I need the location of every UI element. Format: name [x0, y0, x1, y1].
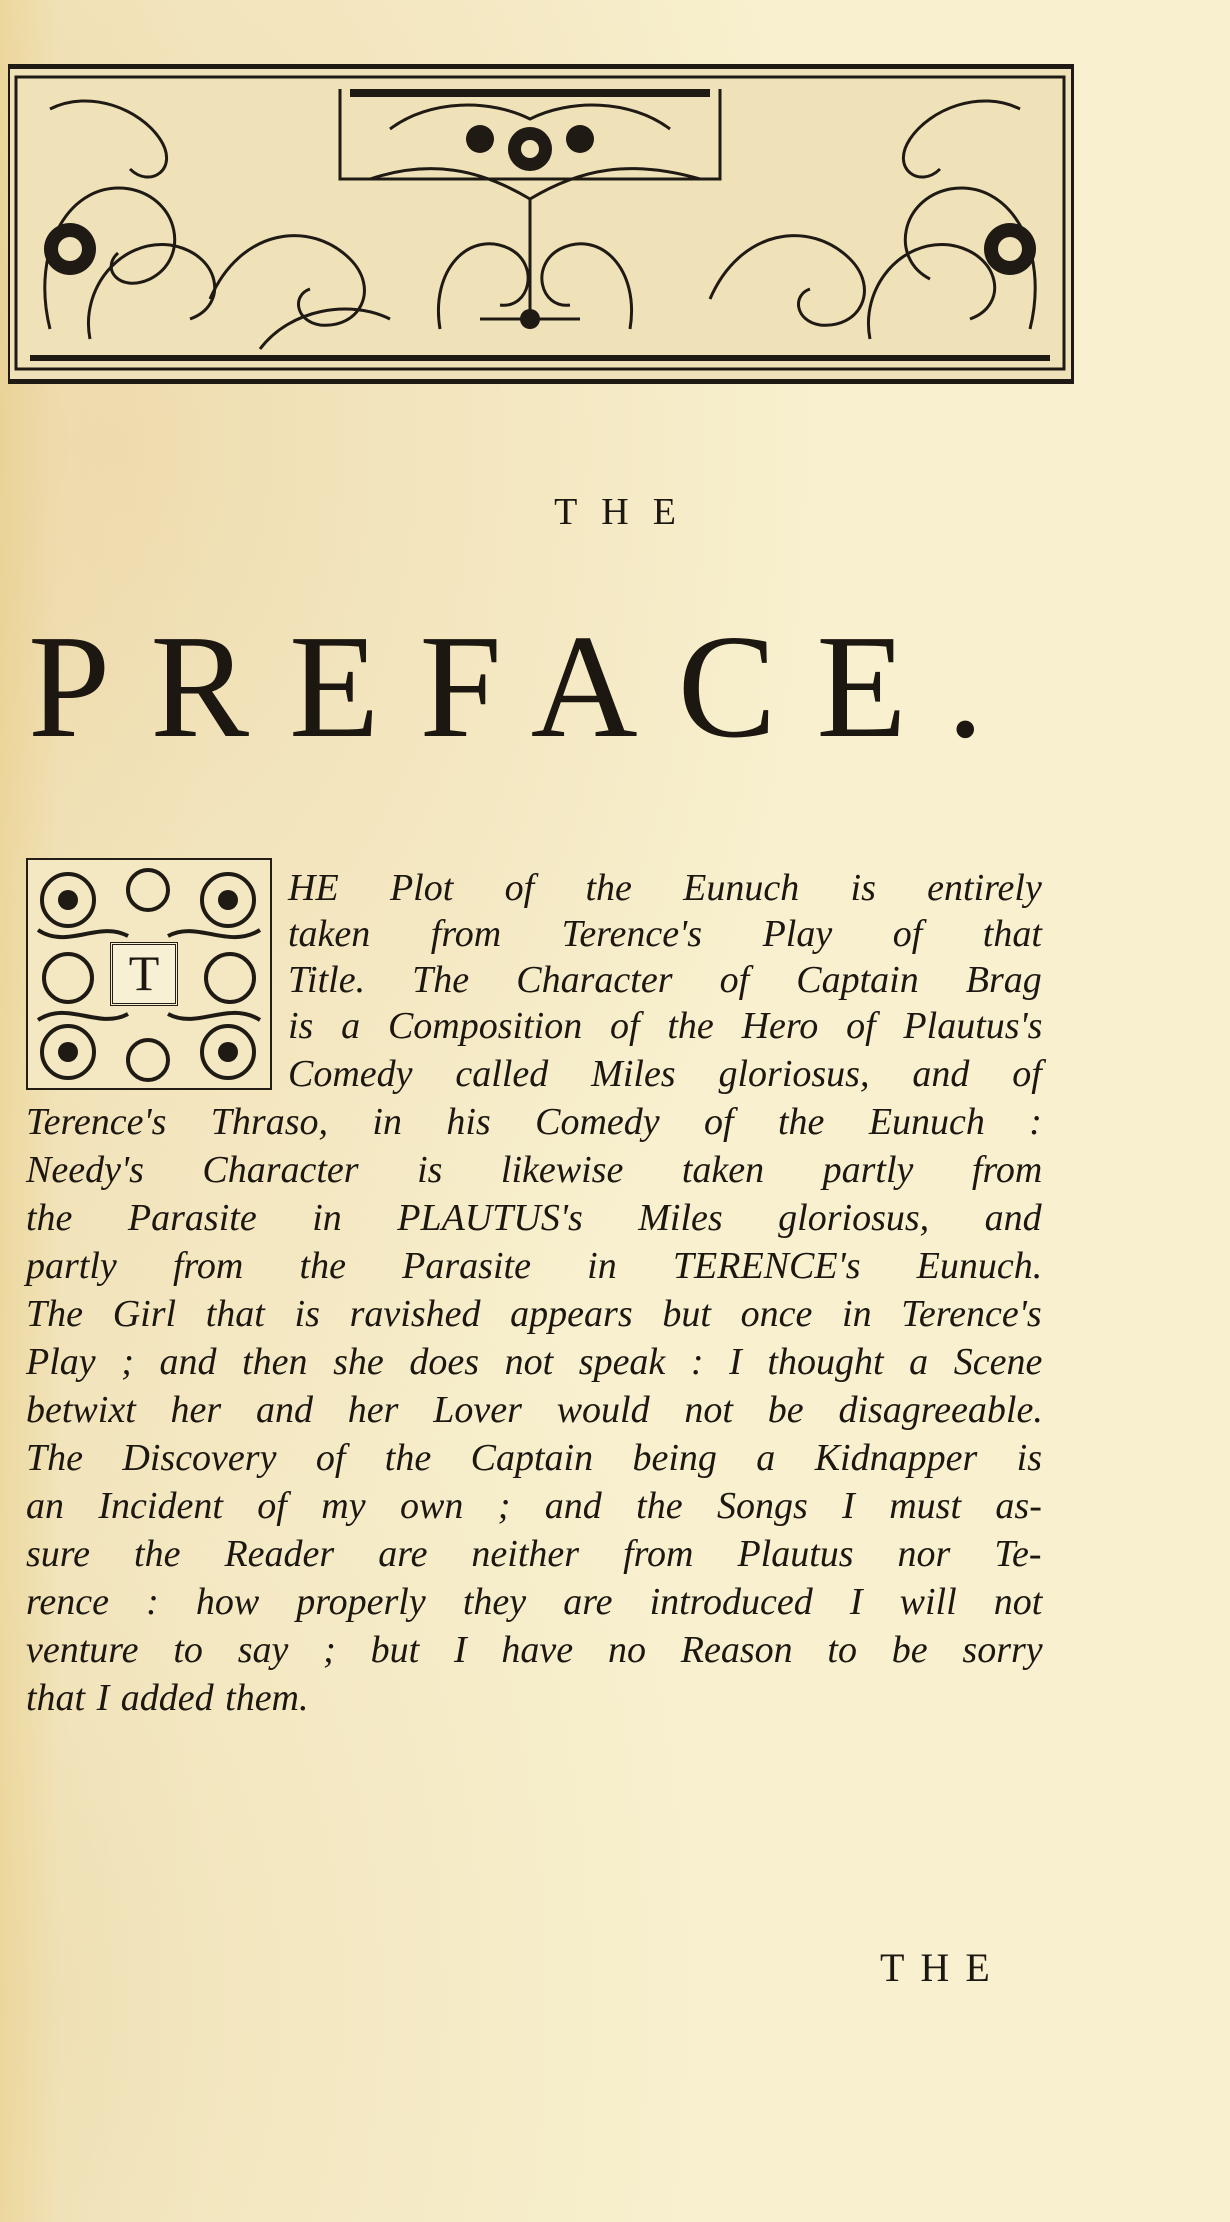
text-line: partly from the Parasite in TERENCE's Eunuch. [26, 1245, 1043, 1287]
text-line: The Girl that is ravished appears but once in Terence's [26, 1293, 1042, 1335]
text-line: sure the Reader are neither from Plautus nor Te- [26, 1533, 1042, 1575]
text-line: The Discovery of the Captain being a Kidnapper is [26, 1437, 1043, 1479]
text-line: Play ; and then she does not speak : I thought a Scene [26, 1341, 1043, 1383]
decorated-initial [26, 858, 272, 1090]
text-line: an Incident of my own ; and the Songs I must as- [26, 1485, 1042, 1527]
text-line: betwixt her and her Lover would not be disagreeable. [26, 1389, 1043, 1431]
ornamental-headpiece [8, 64, 1074, 384]
text-line: that I added them. [26, 1677, 309, 1719]
text-line: Terence's Thraso, in his Comedy of the Eunuch : [26, 1101, 1042, 1143]
text-line: Comedy called Miles gloriosus, and of [288, 1053, 1042, 1095]
text-line: venture to say ; but I have no Reason to be sorry [26, 1629, 1043, 1671]
text-line: the Parasite in PLAUTUS's Miles gloriosus, and [26, 1197, 1042, 1239]
preface-kicker: THE [554, 491, 700, 533]
initial-letter: T [110, 942, 178, 1006]
text-line: is a Composition of the Hero of Plautus's [288, 1005, 1043, 1047]
text-line: HE Plot of the Eunuch is entirely [288, 867, 1042, 909]
catchword: THE [880, 1945, 1006, 1990]
page-title: PREFACE. [28, 605, 1024, 769]
text-line: taken from Terence's Play of that [288, 913, 1042, 955]
text-line: Title. The Character of Captain Brag [288, 959, 1042, 1001]
text-line: rence : how properly they are introduced I will not [26, 1581, 1043, 1623]
text-line: Needy's Character is likewise taken partly from [26, 1149, 1043, 1191]
